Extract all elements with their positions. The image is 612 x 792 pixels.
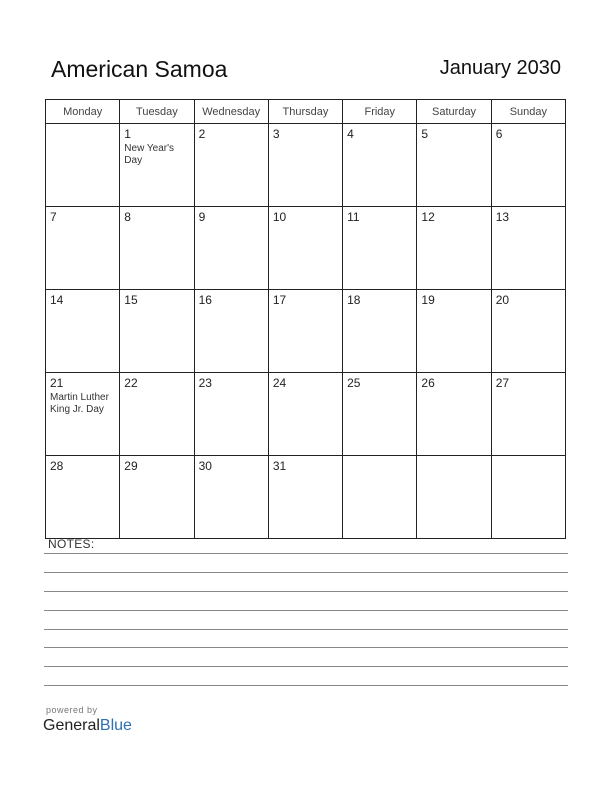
note-line xyxy=(44,647,568,648)
day-cell xyxy=(491,456,565,539)
brand-logo xyxy=(43,717,132,735)
day-number: 20 xyxy=(495,293,510,307)
brand-blue: Blue xyxy=(99,717,132,734)
day-number: 2 xyxy=(198,127,206,141)
day-number: 9 xyxy=(198,210,206,224)
holiday-label: New Year's Day xyxy=(124,143,174,166)
day-cell xyxy=(194,124,268,207)
day-number: 23 xyxy=(198,376,212,390)
day-cell xyxy=(194,290,268,373)
day-cell xyxy=(120,124,194,207)
day-cell xyxy=(343,456,417,539)
day-number: 1 xyxy=(124,127,131,141)
day-number: 6 xyxy=(495,127,503,141)
day-cell xyxy=(491,373,565,456)
day-cell xyxy=(491,124,565,207)
day-cell xyxy=(46,124,120,207)
note-line xyxy=(44,666,568,667)
month-year-title: January 2030 xyxy=(439,57,561,79)
brand-general: General xyxy=(43,717,100,734)
day-number: 15 xyxy=(124,293,138,307)
week-row xyxy=(46,290,566,373)
day-number: 10 xyxy=(272,210,287,224)
weekday-tuesday: Tuesday xyxy=(120,100,194,124)
powered-by-text: powered by xyxy=(46,705,98,715)
day-number: 21 xyxy=(50,376,64,390)
day-number: 27 xyxy=(495,376,510,390)
weekday-thursday: Thursday xyxy=(268,100,342,124)
day-cell xyxy=(417,124,491,207)
day-number: 24 xyxy=(272,376,287,390)
notes-label: NOTES: xyxy=(48,537,95,551)
day-cell xyxy=(46,290,120,373)
note-line xyxy=(44,553,568,554)
day-number: 31 xyxy=(272,459,287,473)
week-row xyxy=(46,207,566,290)
day-cell xyxy=(343,373,417,456)
day-cell xyxy=(46,207,120,290)
day-cell xyxy=(417,207,491,290)
day-number: 7 xyxy=(50,210,57,224)
country-title: American Samoa xyxy=(51,56,228,82)
day-number: 22 xyxy=(124,376,138,390)
day-number: 30 xyxy=(198,459,212,473)
day-cell xyxy=(120,207,194,290)
day-cell xyxy=(268,207,342,290)
day-cell xyxy=(491,290,565,373)
day-number: 28 xyxy=(50,459,64,473)
day-cell xyxy=(194,373,268,456)
day-number: 8 xyxy=(124,210,131,224)
day-number: 4 xyxy=(347,127,354,141)
day-cell xyxy=(120,456,194,539)
day-cell xyxy=(194,456,268,539)
week-row xyxy=(46,373,566,456)
day-number: 16 xyxy=(198,293,212,307)
note-line xyxy=(44,572,568,573)
day-number: 19 xyxy=(421,293,435,307)
day-cell xyxy=(120,290,194,373)
week-row xyxy=(46,456,566,539)
calendar-grid xyxy=(45,99,566,539)
day-number: 13 xyxy=(495,210,510,224)
day-cell xyxy=(194,207,268,290)
day-number: 5 xyxy=(421,127,429,141)
day-number: 26 xyxy=(421,376,435,390)
week-row xyxy=(46,124,566,207)
day-cell xyxy=(343,124,417,207)
weekday-saturday: Saturday xyxy=(417,100,491,124)
note-line xyxy=(44,685,568,686)
day-number: 14 xyxy=(50,293,64,307)
day-cell xyxy=(417,456,491,539)
day-cell xyxy=(417,290,491,373)
day-number: 17 xyxy=(272,293,287,307)
day-number: 12 xyxy=(421,210,435,224)
day-cell xyxy=(343,207,417,290)
day-cell xyxy=(343,290,417,373)
weekday-monday: Monday xyxy=(46,100,120,124)
weekday-wednesday: Wednesday xyxy=(194,100,268,124)
day-cell xyxy=(120,373,194,456)
day-number: 3 xyxy=(272,127,280,141)
day-cell xyxy=(491,207,565,290)
day-cell xyxy=(268,290,342,373)
day-number: 18 xyxy=(347,293,361,307)
day-cell xyxy=(46,373,120,456)
note-line xyxy=(44,629,568,630)
weekday-friday: Friday xyxy=(343,100,417,124)
day-number: 29 xyxy=(124,459,138,473)
day-number: 11 xyxy=(347,210,360,224)
weekday-header-row xyxy=(46,100,566,124)
note-line xyxy=(44,610,568,611)
day-cell xyxy=(46,456,120,539)
day-cell xyxy=(268,456,342,539)
day-number: 25 xyxy=(347,376,361,390)
note-line xyxy=(44,591,568,592)
weekday-sunday: Sunday xyxy=(491,100,565,124)
day-cell xyxy=(268,373,342,456)
day-cell xyxy=(268,124,342,207)
day-cell xyxy=(417,373,491,456)
holiday-label: Martin Luther King Jr. Day xyxy=(50,392,109,415)
